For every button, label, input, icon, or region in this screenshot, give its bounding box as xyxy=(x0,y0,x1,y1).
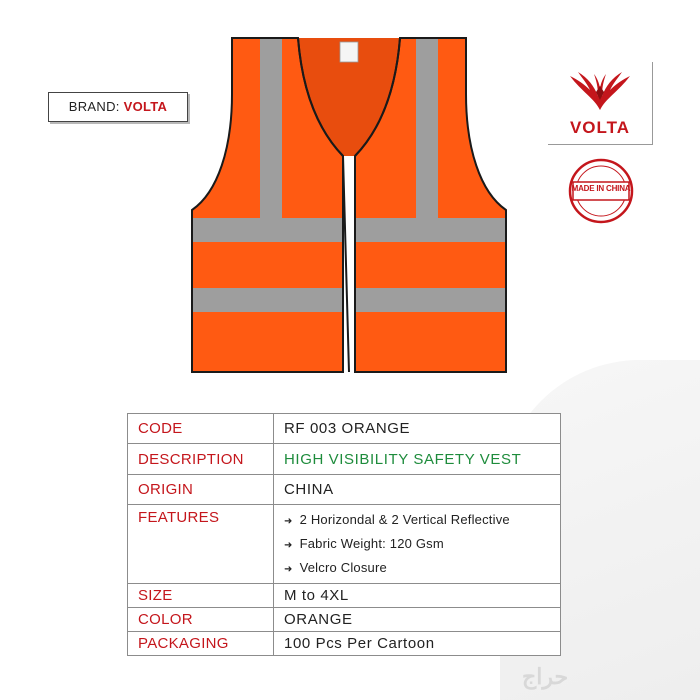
arrow-right-icon: ➜ xyxy=(284,516,293,527)
table-row xyxy=(128,414,561,444)
list-item xyxy=(284,509,560,533)
description-label: DESCRIPTION xyxy=(128,444,274,475)
list-item xyxy=(284,533,560,557)
features-value xyxy=(274,505,561,584)
size-label: SIZE xyxy=(128,584,274,608)
table-row xyxy=(128,584,561,608)
made-in-china-stamp xyxy=(568,158,634,224)
description-value: HIGH VISIBILITY SAFETY VEST xyxy=(274,444,561,475)
brand-label xyxy=(48,92,188,122)
arrow-right-icon: ➜ xyxy=(284,564,293,575)
origin-label: ORIGIN xyxy=(128,475,274,505)
logo-text: VOLTA xyxy=(569,118,631,137)
feature-list xyxy=(284,505,560,583)
color-value: ORANGE xyxy=(274,608,561,632)
table-row xyxy=(128,444,561,475)
feature-text: 2 Horizondal & 2 Vertical Reflective xyxy=(299,512,510,527)
size-value: M to 4XL xyxy=(274,584,561,608)
list-item xyxy=(284,557,560,581)
spec-table xyxy=(127,413,561,656)
origin-value: CHINA xyxy=(274,475,561,505)
stamp-text: MADE IN CHINA xyxy=(571,184,631,193)
winged-logo-icon xyxy=(548,62,652,118)
table-row xyxy=(128,505,561,584)
feature-text: Velcro Closure xyxy=(299,560,387,575)
table-row xyxy=(128,475,561,505)
brand-label-name: VOLTA xyxy=(123,99,168,114)
volta-logo xyxy=(548,62,653,145)
code-label: CODE xyxy=(128,414,274,444)
feature-text: Fabric Weight: 120 Gsm xyxy=(299,536,444,551)
safety-vest-image xyxy=(186,28,512,392)
color-label: COLOR xyxy=(128,608,274,632)
packaging-label: PACKAGING xyxy=(128,632,274,656)
watermark: حراج xyxy=(522,664,569,689)
brand-label-prefix: BRAND: xyxy=(68,99,124,114)
arrow-right-icon: ➜ xyxy=(284,540,293,551)
packaging-value: 100 Pcs Per Cartoon xyxy=(274,632,561,656)
table-row xyxy=(128,608,561,632)
table-row xyxy=(128,632,561,656)
code-value: RF 003 ORANGE xyxy=(274,414,561,444)
features-label: FEATURES xyxy=(128,505,274,584)
